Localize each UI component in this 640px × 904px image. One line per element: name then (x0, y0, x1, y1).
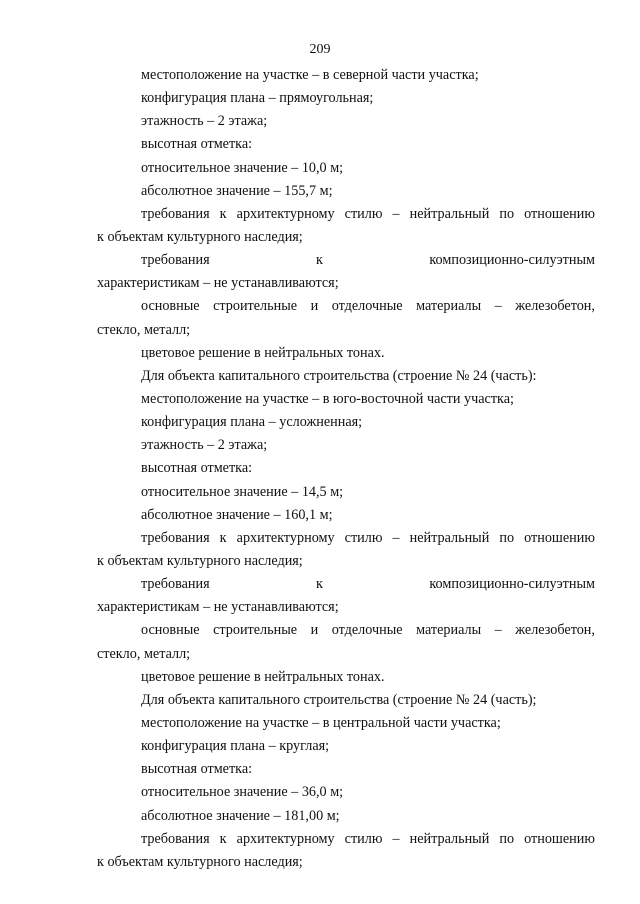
text-line: местоположение на участке – в юго-восточной части участка; (141, 390, 514, 407)
word: и (310, 298, 319, 315)
text-line: высотная отметка: (141, 761, 253, 778)
word: железобетон, (515, 622, 595, 639)
word: железобетон, (515, 298, 595, 315)
word: нейтральный (409, 830, 490, 847)
word: отношению (524, 830, 595, 847)
justified-line (97, 573, 595, 596)
word: нейтральный (409, 205, 490, 222)
text-line: к объектам культурного наследия; (97, 228, 303, 245)
text-line: к объектам культурного наследия; (97, 552, 303, 569)
justified-line (97, 828, 595, 851)
word: – (494, 298, 502, 315)
text-line: характеристикам – не устанавливаются; (97, 275, 339, 292)
word: основные (141, 298, 200, 315)
text-line: местоположение на участке – в центральной части участка; (141, 714, 501, 731)
text-line: Для объекта капитального строительства (строение № 24 (часть): (141, 367, 537, 384)
text-line: конфигурация плана – усложненная; (141, 414, 363, 431)
text-line: абсолютное значение – 155,7 м; (141, 182, 333, 199)
word: архитектурному (236, 205, 335, 222)
word: архитектурному (236, 529, 335, 546)
text-line: стекло, металл; (97, 645, 191, 662)
word: по (499, 830, 515, 847)
word: материалы (416, 622, 482, 639)
word: к (316, 252, 323, 269)
text-line: стекло, металл; (97, 321, 191, 338)
word: отделочные (331, 298, 403, 315)
word: – (392, 205, 400, 222)
text-line: этажность – 2 этажа; (141, 437, 268, 454)
text-line: этажность – 2 этажа; (141, 113, 268, 130)
word: нейтральный (409, 529, 490, 546)
word: стилю (344, 205, 383, 222)
justified-line (97, 295, 595, 318)
text-line: характеристикам – не устанавливаются; (97, 599, 339, 616)
word: – (392, 830, 400, 847)
word: отношению (524, 205, 595, 222)
text-line: цветовое решение в нейтральных тонах. (141, 344, 385, 361)
word: материалы (416, 298, 482, 315)
text-line: конфигурация плана – прямоугольная; (141, 90, 374, 107)
word: требования (141, 529, 210, 546)
word: к (219, 529, 227, 546)
word: по (499, 529, 515, 546)
word: требования (141, 830, 210, 847)
word: к (219, 830, 227, 847)
word: строительные (213, 298, 298, 315)
word: стилю (344, 529, 383, 546)
word: к (316, 576, 323, 593)
word: – (494, 622, 502, 639)
word: основные (141, 622, 200, 639)
text-line: конфигурация плана – круглая; (141, 738, 330, 755)
text-line: местоположение на участке – в северной части участка; (141, 67, 479, 83)
word: – (392, 529, 400, 546)
text-line: относительное значение – 14,5 м; (141, 483, 344, 500)
word: к (219, 205, 227, 222)
text-line: Для объекта капитального строительства (строение № 24 (часть); (141, 691, 537, 708)
text-line: высотная отметка: (141, 136, 253, 153)
text-line: высотная отметка: (141, 460, 253, 477)
word: требования (141, 205, 210, 222)
word: композиционно-силуэтным (429, 576, 595, 593)
word: отношению (524, 529, 595, 546)
word: строительные (213, 622, 298, 639)
word: требования (141, 252, 210, 269)
text-line: цветовое решение в нейтральных тонах. (141, 668, 385, 685)
text-line: к объектам культурного наследия; (97, 853, 303, 870)
word: по (499, 205, 515, 222)
word: отделочные (331, 622, 403, 639)
word: требования (141, 576, 210, 593)
word: архитектурному (236, 830, 335, 847)
text-line: абсолютное значение – 181,00 м; (141, 807, 340, 824)
justified-line (97, 619, 595, 642)
justified-line (97, 203, 595, 226)
body-text (97, 64, 595, 874)
word: и (310, 622, 319, 639)
text-line: относительное значение – 10,0 м; (141, 159, 344, 176)
text-line: относительное значение – 36,0 м; (141, 784, 344, 801)
page-number: 209 (309, 42, 331, 57)
word: композиционно-силуэтным (429, 252, 595, 269)
word: стилю (344, 830, 383, 847)
text-line: абсолютное значение – 160,1 м; (141, 506, 333, 523)
justified-line (97, 249, 595, 272)
justified-line (97, 527, 595, 550)
